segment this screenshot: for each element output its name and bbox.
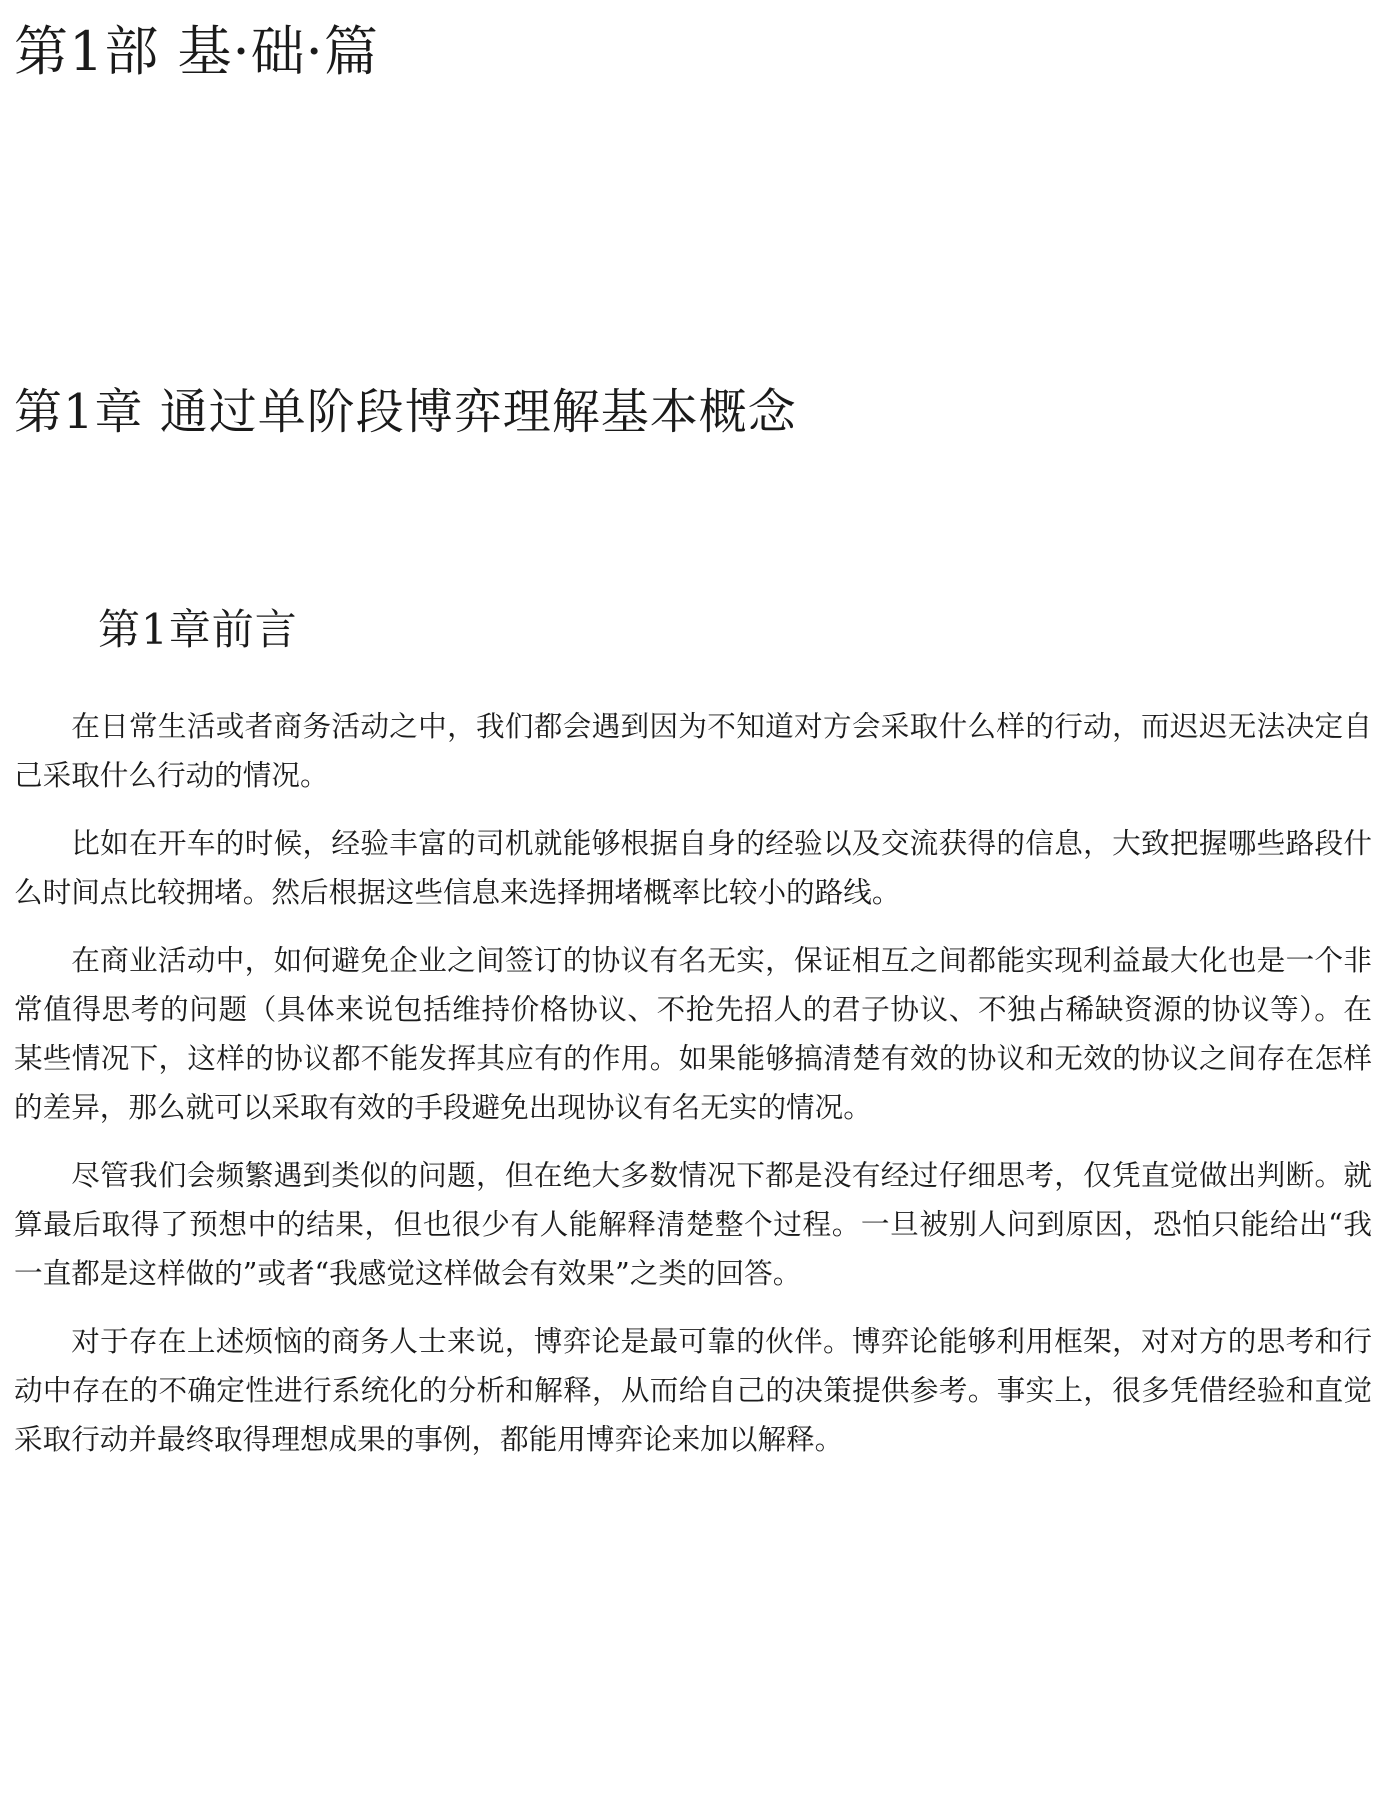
paragraph-5: 对于存在上述烦恼的商务人士来说，博弈论是最可靠的伙伴。博弈论能够利用框架，对对方的思考和行动中存在的不确定性进行系统化的分析和解释，从而给自己的决策提供参考。事实上，很多凭借经验和直觉采取行动并最终取得理想成果的事例，都能用博弈论来加以解释。: [14, 1324, 1372, 1456]
chapter-title: 第1章 通过单阶段博弈理解基本概念: [14, 384, 797, 440]
paragraph-4: 尽管我们会频繁遇到类似的问题，但在绝大多数情况下都是没有经过仔细思考，仅凭直觉做出判断。就算最后取得了预想中的结果，但也很少有人能解释清楚整个过程。一旦被别人问到原因，恐怕只能给出“我一直都是这样做的”或者“我感觉这样做会有效果”之类的回答。: [14, 1158, 1372, 1290]
body-text: [14, 702, 1372, 1483]
paragraph-2: 比如在开车的时候，经验丰富的司机就能够根据自身的经验以及交流获得的信息，大致把握哪些路段什么时间点比较拥堵。然后根据这些信息来选择拥堵概率比较小的路线。: [14, 826, 1372, 909]
paragraph-1: 在日常生活或者商务活动之中，我们都会遇到因为不知道对方会采取什么样的行动，而迟迟无法决定自己采取什么行动的情况。: [14, 709, 1372, 792]
part-title: 第1部 基·础·篇: [14, 20, 379, 83]
section-title: 第1章前言: [98, 605, 298, 654]
paragraph-3: 在商业活动中，如何避免企业之间签订的协议有名无实，保证相互之间都能实现利益最大化也是一个非常值得思考的问题（具体来说包括维持价格协议、不抢先招人的君子协议、不独占稀缺资源的协议等）。在某些情况下，这样的协议都不能发挥其应有的作用。如果能够搞清楚有效的协议和无效的协议之间存在怎样的差异，那么就可以采取有效的手段避免出现协议有名无实的情况。: [14, 943, 1372, 1124]
